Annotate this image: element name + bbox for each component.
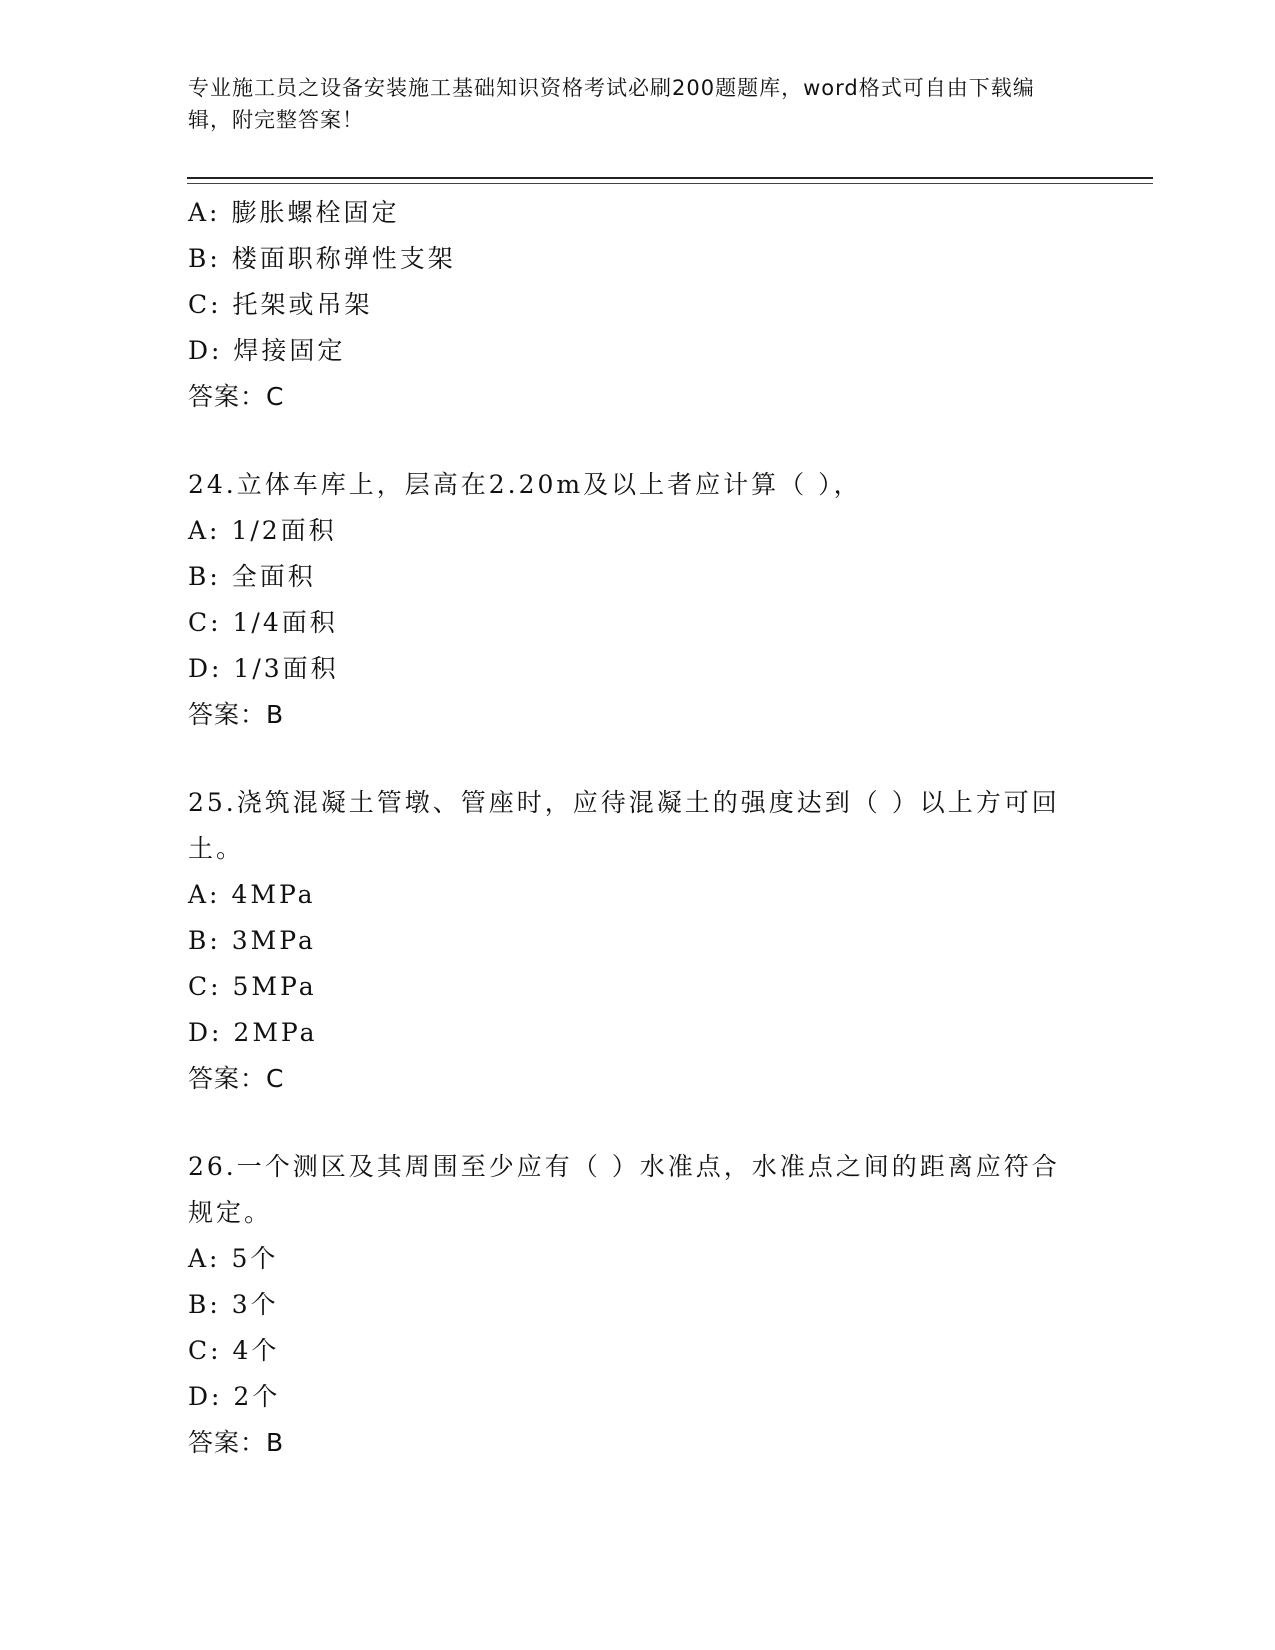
option-label: D: [188,336,223,365]
document-header: 专业施工员之设备安装施工基础知识资格考试必刷200题题库，word格式可自由下载编辑，附完整答案！ [188,76,1035,132]
option-d [188,646,1068,692]
answer: 答案：C [188,1064,285,1093]
option-label: D: [188,1382,223,1411]
answer: 答案：B [188,1428,285,1457]
option-d [188,1374,1068,1420]
question-25 [188,780,1068,1102]
answer: 答案：B [188,700,285,729]
option-d [188,1010,1068,1056]
option-b [188,918,1068,964]
option-label: B: [188,1290,221,1319]
option-a [188,1236,1068,1282]
option-text: 3个 [231,1290,279,1319]
option-label: B: [188,926,221,955]
option-text: 膨胀螺栓固定 [231,198,400,227]
option-text: 5个 [231,1244,279,1273]
option-c [188,1328,1068,1374]
option-label: C: [188,1336,222,1365]
option-text: 1/2面积 [231,516,337,545]
option-label: C: [188,972,222,1001]
option-text: 全面积 [231,562,316,591]
option-label: B: [188,244,221,273]
option-text: 托架或吊架 [232,290,373,319]
option-label: D: [188,654,223,683]
option-a [188,190,1068,236]
option-label: A: [188,1244,221,1273]
option-b [188,554,1068,600]
option-b [188,1282,1068,1328]
option-text: 2个 [233,1382,281,1411]
header-divider-thin [187,183,1153,184]
option-label: D: [188,1018,223,1047]
option-text: 5MPa [232,972,317,1001]
question-24 [188,462,1068,738]
option-label: A: [188,880,221,909]
option-c [188,600,1068,646]
option-text: 楼面职称弹性支架 [231,244,456,273]
previous-question [188,190,1068,420]
option-label: A: [188,516,221,545]
question-list [188,190,1068,1466]
option-label: B: [188,562,221,591]
question-text: 25.浇筑混凝土管墩、管座时，应待混凝土的强度达到（ ）以上方可回土。 [188,788,1060,863]
option-text: 1/4面积 [232,608,338,637]
option-a [188,872,1068,918]
option-text: 2MPa [233,1018,318,1047]
option-b [188,236,1068,282]
question-text: 24.立体车库上，层高在2.20m及以上者应计算（ ）， [188,470,862,499]
option-label: C: [188,608,222,637]
option-text: 4个 [232,1336,280,1365]
option-d [188,328,1068,374]
option-text: 4MPa [231,880,316,909]
question-26 [188,1144,1068,1466]
option-c [188,964,1068,1010]
option-c [188,282,1068,328]
option-text: 1/3面积 [233,654,339,683]
option-a [188,508,1068,554]
answer: 答案：C [188,382,285,411]
option-text: 焊接固定 [233,336,346,365]
option-label: A: [188,198,221,227]
option-text: 3MPa [231,926,316,955]
header-divider-thick [187,177,1153,179]
option-label: C: [188,290,222,319]
question-text: 26.一个测区及其周围至少应有（ ）水准点，水准点之间的距离应符合规定。 [188,1152,1060,1227]
